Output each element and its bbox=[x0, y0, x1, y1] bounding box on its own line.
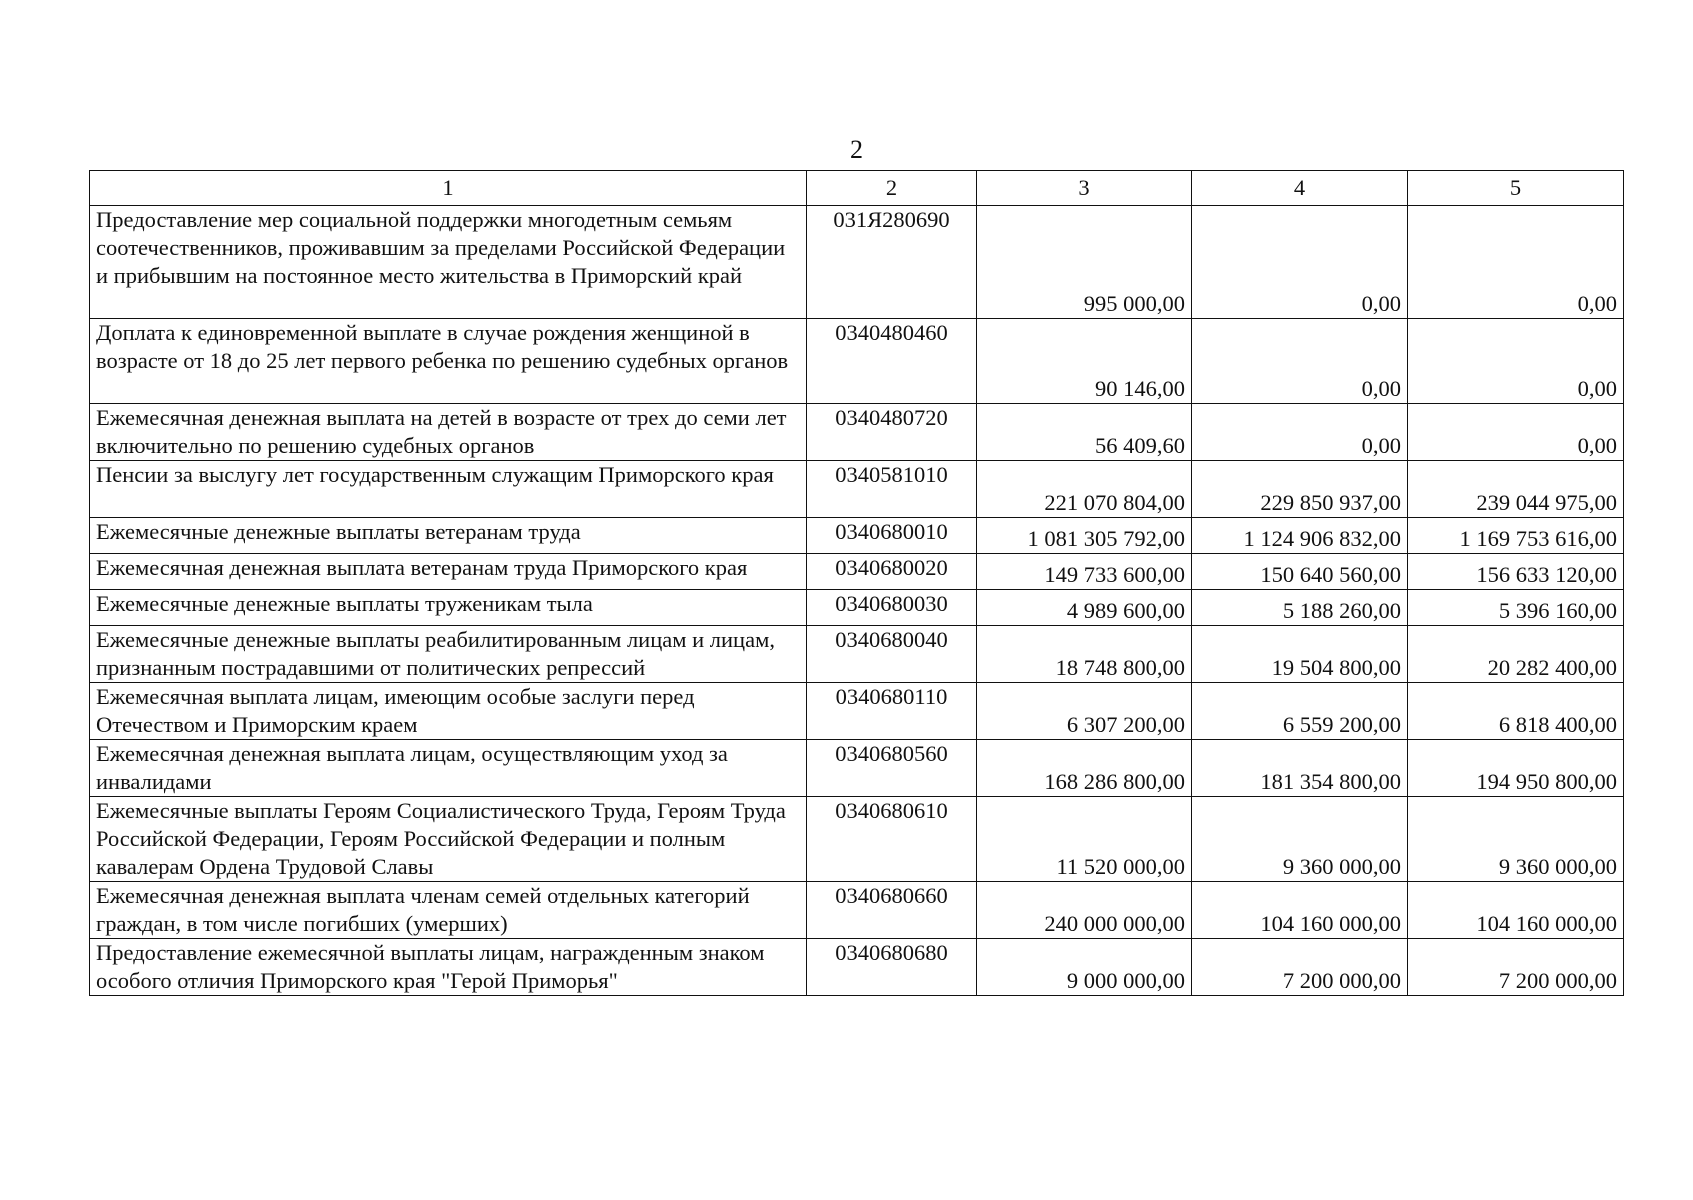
row-amount-col3-cell: 90 146,00 bbox=[977, 319, 1192, 404]
row-amount-col4-cell: 0,00 bbox=[1192, 206, 1408, 319]
row-amount-col5-cell: 0,00 bbox=[1408, 206, 1624, 319]
column-number-4: 4 bbox=[1192, 171, 1408, 206]
table-row bbox=[90, 590, 1624, 626]
row-name-cell: Предоставление ежемесячной выплаты лицам, награжденным знаком особого отличия Приморского края "Герой Приморья" bbox=[90, 939, 807, 996]
row-amount-col4-cell: 104 160 000,00 bbox=[1192, 882, 1408, 939]
column-number-5: 5 bbox=[1408, 171, 1624, 206]
row-amount-col3-cell: 6 307 200,00 bbox=[977, 683, 1192, 740]
row-code-cell: 0340680110 bbox=[807, 683, 977, 740]
row-amount-col3-cell: 18 748 800,00 bbox=[977, 626, 1192, 683]
row-name-cell: Ежемесячная денежная выплата на детей в возрасте от трех до семи лет включительно по решению судебных органов bbox=[90, 404, 807, 461]
row-amount-col3-cell: 149 733 600,00 bbox=[977, 554, 1192, 590]
row-amount-col4-cell: 229 850 937,00 bbox=[1192, 461, 1408, 518]
row-code-cell: 0340480460 bbox=[807, 319, 977, 404]
row-name-cell: Доплата к единовременной выплате в случае рождения женщиной в возрасте от 18 до 25 лет первого ребенка по решению судебных органов bbox=[90, 319, 807, 404]
row-amount-col4-cell: 7 200 000,00 bbox=[1192, 939, 1408, 996]
row-name-cell: Ежемесячные денежные выплаты ветеранам труда bbox=[90, 518, 807, 554]
row-name-cell: Пенсии за выслугу лет государственным служащим Приморского края bbox=[90, 461, 807, 518]
row-code-cell: 0340480720 bbox=[807, 404, 977, 461]
row-amount-col5-cell: 6 818 400,00 bbox=[1408, 683, 1624, 740]
row-name-cell: Ежемесячная денежная выплата лицам, осуществляющим уход за инвалидами bbox=[90, 740, 807, 797]
row-amount-col4-cell: 1 124 906 832,00 bbox=[1192, 518, 1408, 554]
row-code-cell: 0340680040 bbox=[807, 626, 977, 683]
budget-table-body bbox=[90, 171, 1624, 996]
row-amount-col5-cell: 0,00 bbox=[1408, 404, 1624, 461]
row-amount-col3-cell: 11 520 000,00 bbox=[977, 797, 1192, 882]
row-amount-col4-cell: 5 188 260,00 bbox=[1192, 590, 1408, 626]
row-amount-col5-cell: 5 396 160,00 bbox=[1408, 590, 1624, 626]
row-code-cell: 0340680560 bbox=[807, 740, 977, 797]
row-amount-col4-cell: 150 640 560,00 bbox=[1192, 554, 1408, 590]
table-row bbox=[90, 683, 1624, 740]
row-code-cell: 0340680010 bbox=[807, 518, 977, 554]
row-code-cell: 0340680610 bbox=[807, 797, 977, 882]
table-row bbox=[90, 939, 1624, 996]
row-amount-col4-cell: 181 354 800,00 bbox=[1192, 740, 1408, 797]
row-amount-col3-cell: 9 000 000,00 bbox=[977, 939, 1192, 996]
row-code-cell: 0340680660 bbox=[807, 882, 977, 939]
row-name-cell: Ежемесячная выплата лицам, имеющим особые заслуги перед Отечеством и Приморским краем bbox=[90, 683, 807, 740]
column-number-row bbox=[90, 171, 1624, 206]
row-amount-col3-cell: 1 081 305 792,00 bbox=[977, 518, 1192, 554]
table-row bbox=[90, 319, 1624, 404]
row-amount-col5-cell: 104 160 000,00 bbox=[1408, 882, 1624, 939]
row-amount-col3-cell: 168 286 800,00 bbox=[977, 740, 1192, 797]
column-number-3: 3 bbox=[977, 171, 1192, 206]
row-name-cell: Ежемесячная денежная выплата ветеранам труда Приморского края bbox=[90, 554, 807, 590]
table-row bbox=[90, 882, 1624, 939]
row-amount-col3-cell: 56 409,60 bbox=[977, 404, 1192, 461]
row-code-cell: 031Я280690 bbox=[807, 206, 977, 319]
row-amount-col4-cell: 6 559 200,00 bbox=[1192, 683, 1408, 740]
table-row bbox=[90, 461, 1624, 518]
row-amount-col4-cell: 0,00 bbox=[1192, 404, 1408, 461]
row-amount-col5-cell: 239 044 975,00 bbox=[1408, 461, 1624, 518]
row-name-cell: Ежемесячная денежная выплата членам семей отдельных категорий граждан, в том числе погибших (умерших) bbox=[90, 882, 807, 939]
table-row bbox=[90, 626, 1624, 683]
row-amount-col4-cell: 9 360 000,00 bbox=[1192, 797, 1408, 882]
row-amount-col3-cell: 240 000 000,00 bbox=[977, 882, 1192, 939]
row-name-cell: Ежемесячные денежные выплаты реабилитированным лицам и лицам, признанным пострадавшими от политических репрессий bbox=[90, 626, 807, 683]
row-code-cell: 0340680680 bbox=[807, 939, 977, 996]
table-row bbox=[90, 206, 1624, 319]
row-amount-col5-cell: 20 282 400,00 bbox=[1408, 626, 1624, 683]
column-number-1: 1 bbox=[90, 171, 807, 206]
row-amount-col5-cell: 194 950 800,00 bbox=[1408, 740, 1624, 797]
budget-table bbox=[89, 170, 1624, 996]
row-name-cell: Ежемесячные денежные выплаты труженикам тыла bbox=[90, 590, 807, 626]
column-number-2: 2 bbox=[807, 171, 977, 206]
table-row bbox=[90, 797, 1624, 882]
table-row bbox=[90, 404, 1624, 461]
row-amount-col3-cell: 221 070 804,00 bbox=[977, 461, 1192, 518]
row-code-cell: 0340581010 bbox=[807, 461, 977, 518]
row-name-cell: Ежемесячные выплаты Героям Социалистического Труда, Героям Труда Российской Федерации, Героям Российской Федерации и полным кавалерам Ордена Трудовой Славы bbox=[90, 797, 807, 882]
row-amount-col5-cell: 156 633 120,00 bbox=[1408, 554, 1624, 590]
row-amount-col3-cell: 4 989 600,00 bbox=[977, 590, 1192, 626]
table-row bbox=[90, 554, 1624, 590]
row-code-cell: 0340680020 bbox=[807, 554, 977, 590]
row-amount-col5-cell: 7 200 000,00 bbox=[1408, 939, 1624, 996]
row-amount-col5-cell: 0,00 bbox=[1408, 319, 1624, 404]
row-amount-col3-cell: 995 000,00 bbox=[977, 206, 1192, 319]
row-amount-col5-cell: 1 169 753 616,00 bbox=[1408, 518, 1624, 554]
row-amount-col4-cell: 0,00 bbox=[1192, 319, 1408, 404]
row-amount-col4-cell: 19 504 800,00 bbox=[1192, 626, 1408, 683]
row-code-cell: 0340680030 bbox=[807, 590, 977, 626]
table-row bbox=[90, 740, 1624, 797]
table-row bbox=[90, 518, 1624, 554]
row-name-cell: Предоставление мер социальной поддержки многодетным семьям соотечественников, проживавшим за пределами Российской Федерации и прибывшим на постоянное место жительства в Приморский край bbox=[90, 206, 807, 319]
row-amount-col5-cell: 9 360 000,00 bbox=[1408, 797, 1624, 882]
page-number: 2 bbox=[850, 135, 863, 164]
